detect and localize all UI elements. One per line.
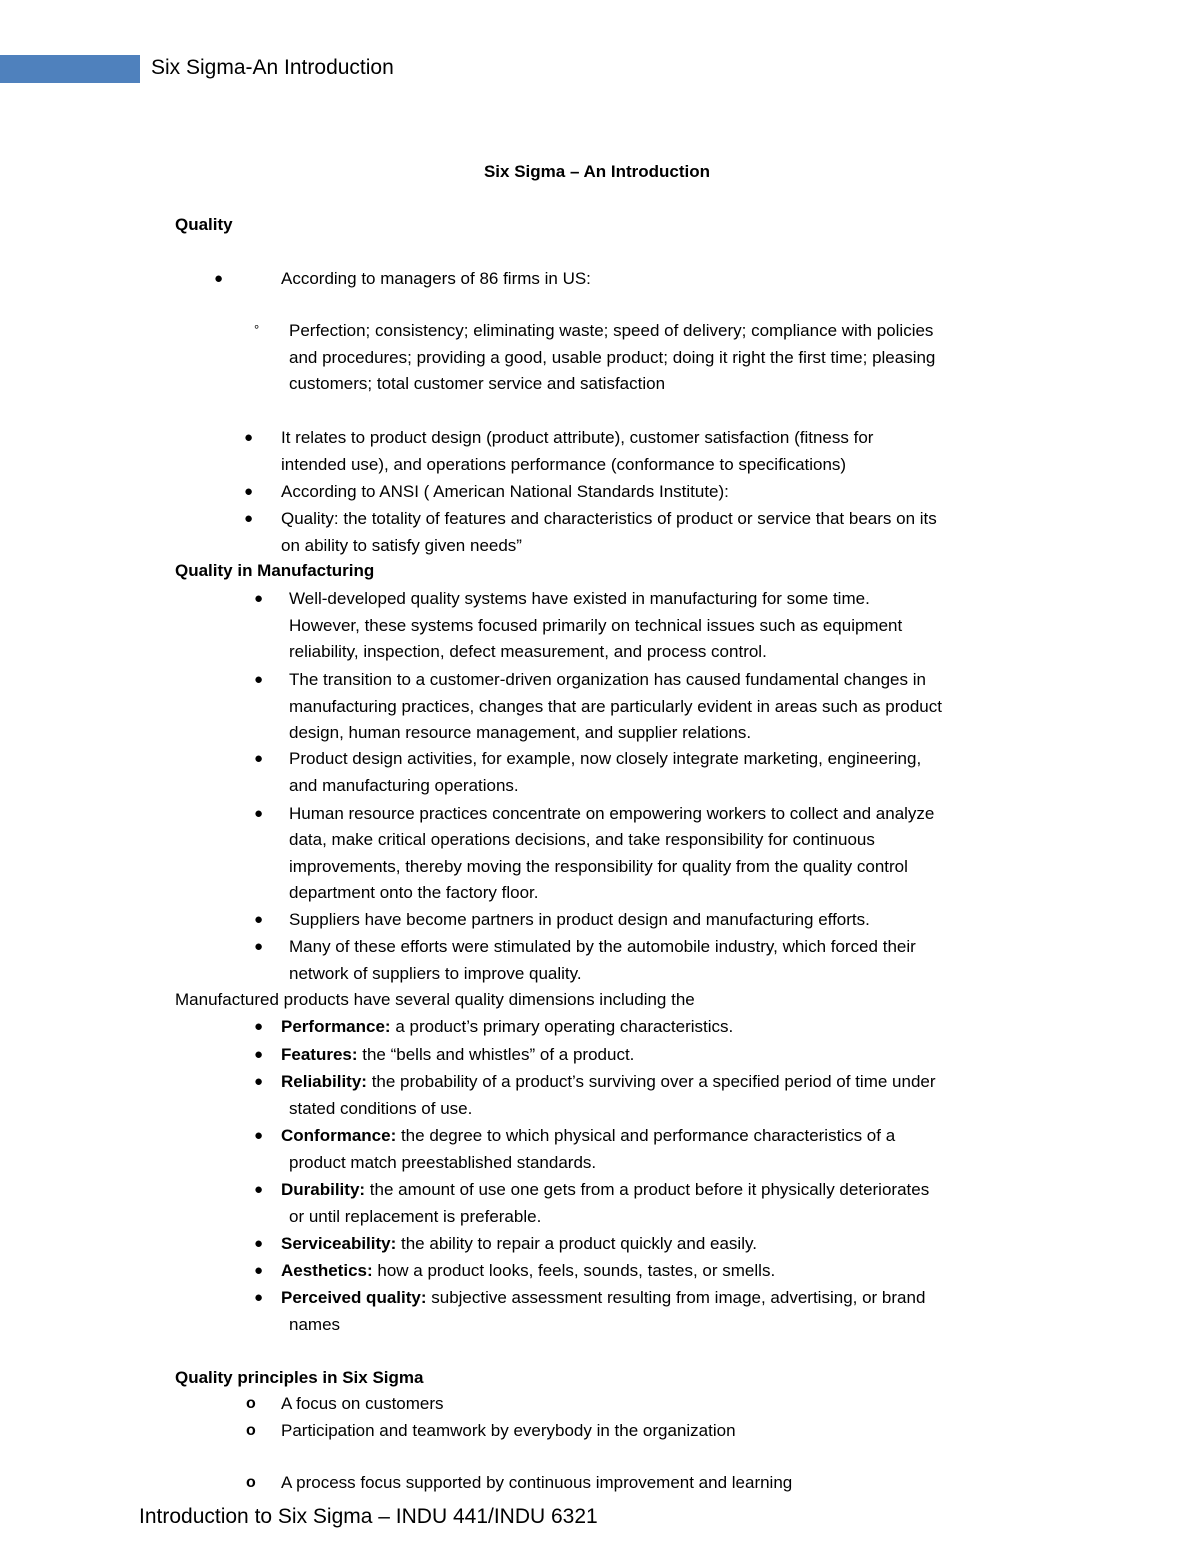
document-title: Six Sigma – An Introduction	[483, 162, 711, 181]
definition: the amount of use one gets from a product before it physically deteriorates	[365, 1180, 930, 1199]
list-item: A focus on customers	[281, 1394, 444, 1413]
sub-list-line: and procedures; providing a good, usable product; doing it right the first time; pleasing	[289, 347, 936, 367]
list-item	[281, 1258, 775, 1285]
bullet-icon: ●	[244, 483, 254, 500]
list-item	[281, 1123, 895, 1150]
bullet-icon: ●	[254, 1127, 264, 1144]
sub-list-line: Perfection; consistency; eliminating waste; speed of delivery; compliance with policies	[289, 321, 934, 340]
list-item: Quality: the totality of features and characteristics of product or service that bears on its	[281, 509, 937, 528]
bullet-icon: ●	[254, 938, 264, 955]
definition: the probability of a product’s surviving over a specified period of time under	[366, 1072, 936, 1091]
bullet-icon: ●	[244, 510, 254, 527]
definition: the degree to which physical and performance characteristics of a	[396, 1126, 896, 1145]
bullet-icon: ●	[254, 1235, 264, 1252]
list-item	[281, 1177, 929, 1204]
bullet-icon: ●	[254, 671, 264, 688]
list-item: Participation and teamwork by everybody in the organization	[281, 1421, 736, 1440]
bullet-icon: ●	[214, 270, 224, 287]
header-accent-bar	[0, 55, 140, 83]
list-item: Product design activities, for example, now closely integrate marketing, engineering,	[289, 749, 922, 768]
list-item-cont: and manufacturing operations.	[289, 775, 519, 795]
term: Features:	[281, 1045, 358, 1064]
list-item-cont: or until replacement is preferable.	[289, 1206, 542, 1226]
list-item-cont: intended use), and operations performance (conformance to specifications)	[281, 454, 847, 474]
bullet-icon: ●	[254, 590, 264, 607]
o-bullet-icon: o	[246, 1395, 256, 1412]
list-item-cont: However, these systems focused primarily on technical issues such as equipment	[289, 615, 903, 635]
section-heading-manufacturing: Quality in Manufacturing	[175, 561, 375, 580]
list-item	[281, 1014, 733, 1041]
definition: a product’s primary operating characteristics.	[390, 1017, 734, 1036]
bullet-icon: ●	[254, 911, 264, 928]
bullet-icon: ●	[254, 1181, 264, 1198]
section-heading-principles: Quality principles in Six Sigma	[175, 1368, 424, 1387]
list-item: According to managers of 86 firms in US:	[281, 269, 591, 288]
term: Conformance:	[281, 1126, 397, 1145]
list-item-cont: manufacturing practices, changes that are particularly evident in areas such as product	[289, 696, 942, 716]
list-item-cont: product match preestablished standards.	[289, 1152, 597, 1172]
circle-bullet-icon: °	[254, 322, 260, 337]
definition: the ability to repair a product quickly and easily.	[396, 1234, 757, 1253]
term: Aesthetics:	[281, 1261, 373, 1280]
list-item: Suppliers have become partners in product design and manufacturing efforts.	[289, 910, 870, 929]
list-item-cont: reliability, inspection, defect measurement, and process control.	[289, 642, 767, 661]
term: Performance:	[281, 1017, 391, 1036]
section-heading-quality: Quality	[175, 215, 233, 234]
list-item: Human resource practices concentrate on empowering workers to collect and analyze	[289, 804, 935, 823]
list-item-cont: stated conditions of use.	[289, 1098, 473, 1118]
term: Perceived quality:	[281, 1288, 427, 1307]
bullet-icon: ●	[244, 429, 254, 446]
list-item	[281, 1069, 936, 1096]
list-item: The transition to a customer-driven organization has caused fundamental changes in	[289, 670, 926, 689]
list-item: A process focus supported by continuous improvement and learning	[281, 1473, 793, 1492]
o-bullet-icon: o	[246, 1422, 256, 1439]
bullet-icon: ●	[254, 1018, 264, 1035]
bullet-icon: ●	[254, 1262, 264, 1279]
list-item-cont: data, make critical operations decisions, and take responsibility for continuous	[289, 830, 875, 849]
list-item	[281, 1042, 634, 1069]
list-item: Many of these efforts were stimulated by the automobile industry, which forced their	[289, 937, 916, 956]
bullet-icon: ●	[254, 1073, 264, 1090]
bullet-icon: ●	[254, 1289, 264, 1306]
bullet-icon: ●	[254, 750, 264, 767]
list-item-cont: improvements, thereby moving the responsibility for quality from the quality control	[289, 856, 908, 876]
term: Reliability:	[281, 1072, 367, 1091]
list-item-cont: network of suppliers to improve quality.	[289, 963, 582, 983]
running-header: Six Sigma-An Introduction	[151, 56, 394, 79]
o-bullet-icon: o	[246, 1474, 256, 1491]
sub-list-line: customers; total customer service and satisfaction	[289, 374, 666, 393]
list-item: Well-developed quality systems have existed in manufacturing for some time.	[289, 589, 870, 608]
page-footer: Introduction to Six Sigma – INDU 441/INDU 6321	[139, 1505, 598, 1528]
term: Durability:	[281, 1180, 366, 1199]
list-item: It relates to product design (product attribute), customer satisfaction (fitness for	[281, 428, 874, 447]
list-item: According to ANSI ( American National Standards Institute):	[281, 482, 729, 501]
dimensions-intro: Manufactured products have several quality dimensions including the	[175, 990, 695, 1009]
term: Serviceability:	[281, 1234, 397, 1253]
list-item	[281, 1285, 925, 1312]
list-item-cont: on ability to satisfy given needs”	[281, 535, 522, 555]
definition: the “bells and whistles” of a product.	[357, 1045, 635, 1064]
bullet-icon: ●	[254, 805, 264, 822]
list-item	[281, 1231, 757, 1258]
list-item-cont: design, human resource management, and supplier relations.	[289, 723, 752, 742]
list-item-cont: department onto the factory floor.	[289, 883, 539, 902]
bullet-icon: ●	[254, 1046, 264, 1063]
list-item-cont: names	[289, 1314, 341, 1334]
definition: subjective assessment resulting from image, advertising, or brand	[426, 1288, 926, 1307]
definition: how a product looks, feels, sounds, tastes, or smells.	[372, 1261, 776, 1280]
